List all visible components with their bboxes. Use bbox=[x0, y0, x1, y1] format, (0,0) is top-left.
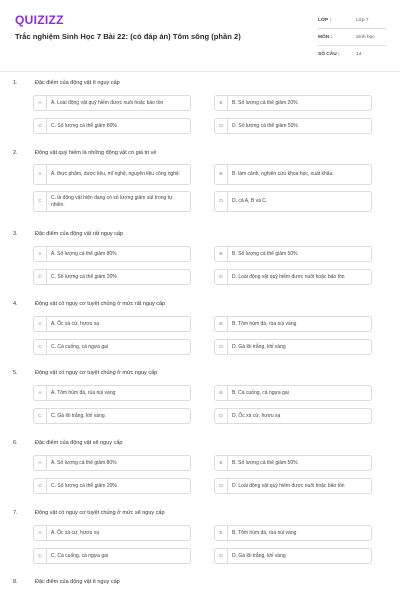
option-letter: B bbox=[215, 317, 228, 331]
meta-panel bbox=[318, 12, 386, 63]
option-d[interactable] bbox=[214, 478, 372, 494]
option-text: A. Ốc xà cừ, hươu xạ bbox=[51, 320, 100, 327]
meta-label: SỐ CÂU : bbox=[318, 52, 340, 57]
question-number: 7. bbox=[13, 510, 18, 516]
option-d[interactable] bbox=[214, 548, 372, 564]
option-b[interactable] bbox=[214, 316, 372, 332]
option-letter: C bbox=[34, 340, 47, 354]
option-text: C. Số lượng cá thể giảm 20% bbox=[51, 482, 117, 489]
option-text: B. làm cảnh, nghiên cứu khoa học, xuất khẩu. bbox=[232, 171, 334, 178]
option-text: A. Loài động vật quý hiếm được nuôi hoặc bảo tồn bbox=[51, 99, 164, 106]
option-text: C. Cà cuống, cá ngựa gai bbox=[51, 552, 108, 559]
option-c[interactable] bbox=[33, 408, 191, 424]
option-text: D. Gà lôi trắng, khỉ vàng bbox=[232, 343, 286, 350]
option-letter: B bbox=[215, 165, 228, 184]
option-a[interactable] bbox=[33, 525, 191, 541]
question-text: Đặc điểm của động vật rất nguy cấp bbox=[35, 231, 124, 237]
option-text: D. Ốc xà cừ, hươu xạ bbox=[232, 412, 281, 419]
option-text: A. Số lượng cá thể giảm 80% bbox=[51, 459, 117, 466]
option-text: D. Số lượng cá thể giảm 50% bbox=[232, 122, 298, 129]
option-d[interactable] bbox=[214, 191, 372, 212]
option-b[interactable] bbox=[214, 525, 372, 541]
option-letter: C bbox=[34, 119, 47, 133]
option-letter: A bbox=[34, 317, 47, 331]
option-text: B. Cà cuống, cá ngựa gai bbox=[232, 389, 289, 396]
question-text: Đặc điểm của động vật ít nguy cấp bbox=[35, 80, 120, 86]
option-text: D. Gà lôi trắng, khỉ vàng bbox=[232, 552, 286, 559]
quizizz-logo: QUIZIZZ bbox=[15, 13, 64, 27]
option-text: C. Số lượng cá thể giảm 80% bbox=[51, 122, 117, 129]
question-text: Đặc điểm của động vật ít nguy cấp bbox=[35, 579, 120, 585]
option-text: A. Số lượng cá thể giảm 80% bbox=[51, 250, 117, 257]
option-a[interactable] bbox=[33, 316, 191, 332]
worksheet-header bbox=[0, 0, 400, 72]
option-c[interactable] bbox=[33, 118, 191, 134]
option-letter: D bbox=[215, 270, 228, 284]
option-a[interactable] bbox=[33, 246, 191, 262]
option-text: A. Tôm hùm đá, rùa núi vàng bbox=[51, 389, 116, 396]
option-text: B. Số lượng cá thể giảm 20% bbox=[232, 99, 298, 106]
option-letter: B bbox=[215, 96, 228, 110]
option-letter: C bbox=[34, 549, 47, 563]
option-a[interactable] bbox=[33, 385, 191, 401]
option-c[interactable] bbox=[33, 269, 191, 285]
meta-row-subject bbox=[318, 29, 386, 46]
option-letter: D bbox=[215, 192, 228, 211]
option-text: B. Tôm hùm đá, rùa núi vàng bbox=[232, 529, 297, 536]
option-text: D. Loài động vật quý hiếm được nuôi hoặc bảo tồn bbox=[232, 273, 345, 280]
option-b[interactable] bbox=[214, 246, 372, 262]
option-b[interactable] bbox=[214, 95, 372, 111]
option-b[interactable] bbox=[214, 385, 372, 401]
option-text: C. là động vật hiện đang có số lượng giảm sút trong tự nhiên. bbox=[51, 194, 173, 208]
option-letter: C bbox=[34, 270, 47, 284]
header-divider bbox=[0, 71, 400, 72]
question-text: Đặc điểm của động vật sẽ nguy cấp bbox=[35, 440, 123, 446]
option-letter: C bbox=[34, 192, 47, 211]
meta-row-count bbox=[318, 46, 386, 63]
question-text: Động vật quý hiếm là những động vật có giá trị về bbox=[35, 150, 157, 156]
question-number: 1. bbox=[13, 80, 18, 86]
option-letter: A bbox=[34, 456, 47, 470]
option-d[interactable] bbox=[214, 339, 372, 355]
option-c[interactable] bbox=[33, 339, 191, 355]
option-letter: A bbox=[34, 165, 47, 184]
option-text: B. Tôm hùm đá, rùa núi vàng bbox=[232, 320, 297, 327]
option-letter: C bbox=[34, 479, 47, 493]
option-a[interactable] bbox=[33, 95, 191, 111]
option-c[interactable] bbox=[33, 478, 191, 494]
option-c[interactable] bbox=[33, 548, 191, 564]
option-letter: D bbox=[215, 340, 228, 354]
option-d[interactable] bbox=[214, 118, 372, 134]
option-text: D. cả A, B và C. bbox=[232, 198, 268, 205]
option-a[interactable] bbox=[33, 164, 191, 185]
question-text: Động vật có nguy cơ tuyệt chủng ở mức nguy cấp bbox=[35, 370, 158, 376]
option-letter: D bbox=[215, 119, 228, 133]
option-c[interactable] bbox=[33, 191, 191, 212]
option-b[interactable] bbox=[214, 164, 372, 185]
option-letter: A bbox=[34, 386, 47, 400]
meta-value: 14 bbox=[356, 52, 362, 57]
option-text: B. Số lượng cá thể giảm 50% bbox=[232, 250, 298, 257]
meta-label: LỚP : bbox=[318, 17, 332, 23]
meta-label: MÔN : bbox=[318, 34, 333, 40]
option-b[interactable] bbox=[214, 455, 372, 471]
question-number: 2. bbox=[13, 150, 18, 156]
question-number: 8. bbox=[13, 579, 18, 585]
option-letter: D bbox=[215, 409, 228, 423]
option-text: D. Loài động vật quý hiếm được nuôi hoặc bảo tồn bbox=[232, 482, 345, 489]
question-number: 3. bbox=[13, 231, 18, 237]
option-letter: A bbox=[34, 247, 47, 261]
option-text: A. thực phẩm, dược liệu, mĩ nghệ, nguyên liệu công nghệ. bbox=[51, 171, 181, 178]
question-text: Động vật có nguy cơ tuyệt chủng ở mức rất nguy cấp bbox=[35, 301, 166, 307]
question-number: 6. bbox=[13, 440, 18, 446]
option-letter: B bbox=[215, 526, 228, 540]
question-number: 5. bbox=[13, 370, 18, 376]
worksheet-title: Trắc nghiệm Sinh Học 7 Bài 22: (có đáp án) Tôm sông (phần 2) bbox=[15, 32, 241, 41]
option-text: C. Cà cuống, cá ngựa gai bbox=[51, 343, 108, 350]
option-text: B. Số lượng cá thể giảm 50% bbox=[232, 459, 298, 466]
option-text: C. Số lượng cá thể giảm 20% bbox=[51, 273, 117, 280]
option-letter: C bbox=[34, 409, 47, 423]
option-d[interactable] bbox=[214, 408, 372, 424]
meta-value: Sinh học bbox=[356, 34, 375, 40]
option-letter: D bbox=[215, 549, 228, 563]
option-letter: B bbox=[215, 456, 228, 470]
meta-row-class bbox=[318, 12, 386, 29]
meta-value: Lớp 7 bbox=[356, 17, 369, 23]
option-a[interactable] bbox=[33, 455, 191, 471]
option-letter: A bbox=[34, 96, 47, 110]
option-letter: A bbox=[34, 526, 47, 540]
question-number: 4. bbox=[13, 301, 18, 307]
option-letter: D bbox=[215, 479, 228, 493]
option-text: C. Gà lôi trắng, khỉ vàng bbox=[51, 412, 105, 419]
option-text: A. Ốc xà cừ, hươu xạ bbox=[51, 529, 100, 536]
option-d[interactable] bbox=[214, 269, 372, 285]
option-letter: B bbox=[215, 247, 228, 261]
option-letter: B bbox=[215, 386, 228, 400]
question-text: Động vật có nguy cơ tuyệt chủng ở mức sẽ nguy cấp bbox=[35, 510, 165, 516]
